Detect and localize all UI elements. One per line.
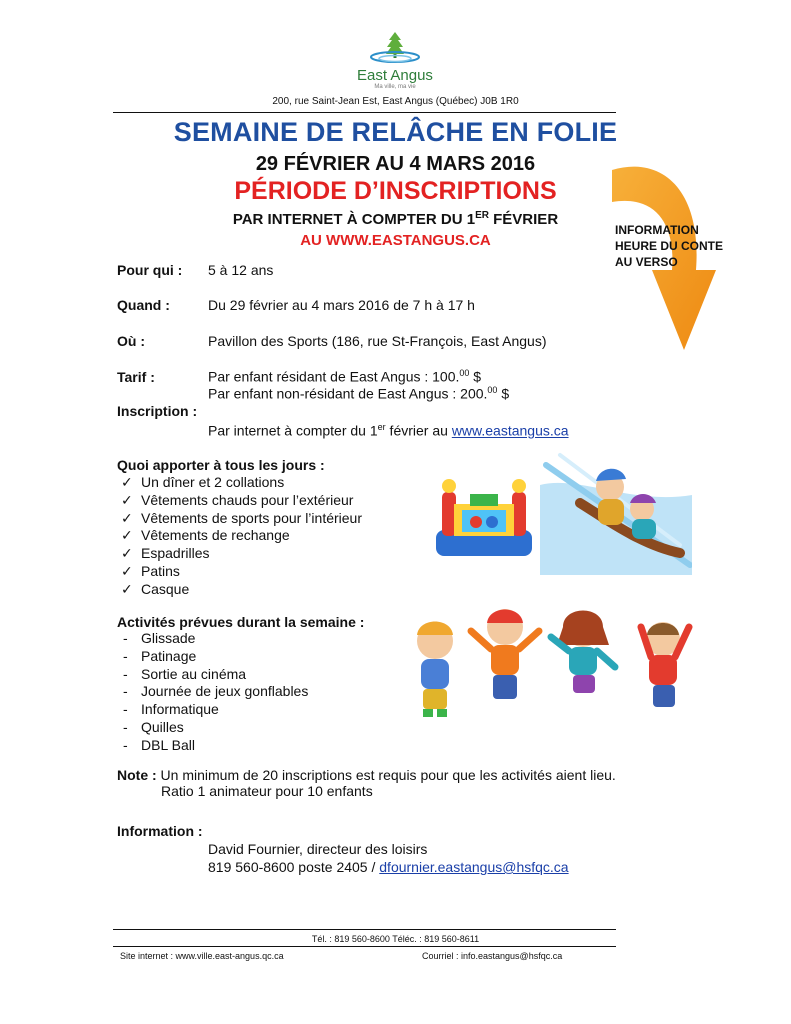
registration-website: AU WWW.EASTANGUS.CA [300,232,491,249]
activities-title: Activités prévues durant la semaine : [117,614,365,630]
dash-bullet-icon: - [123,665,128,682]
list-item: ✓ Espadrilles [121,545,210,562]
note-ratio: Ratio 1 animateur pour 10 enfants [161,783,373,799]
bring-list [117,474,362,599]
footer-divider-top [113,929,616,930]
logo-name: East Angus [357,67,433,84]
main-title: SEMAINE DE RELÂCHE EN FOLIE [173,117,618,147]
who-value: 5 à 12 ans [208,262,274,278]
dash-bullet-icon: - [123,683,128,700]
price-label: Tarif : [117,369,155,385]
price-non-resident: Par enfant non-résidant de East Angus : 200.00 $ [208,385,510,402]
dates-title: 29 FÉVRIER AU 4 MARS 2016 [255,153,536,175]
list-item: ✓ Vêtements de sports pour l’intérieur [121,509,362,526]
price-resident: Par enfant résidant de East Angus : 100.00 $ [208,368,482,385]
when-value: Du 29 février au 4 mars 2016 de 7 h à 17 h [208,297,475,313]
sledding-kids-image [540,445,692,575]
list-item: ✓ Patins [121,562,180,579]
list-item: - Patinage [123,647,197,664]
contact-phone-email: 819 560-8600 poste 2405 / dfournier.eastangus@hsfqc.ca [208,859,569,875]
footer-divider-bottom [113,946,616,947]
checkmark-icon: ✓ [121,509,133,526]
list-item: ✓ Casque [121,580,190,597]
registration-title: PÉRIODE D’INSCRIPTIONS [234,177,557,205]
dash-bullet-icon: - [123,701,128,718]
where-label: Où : [117,333,145,349]
checkmark-icon: ✓ [121,527,133,544]
bring-title: Quoi apporter à tous les jours : [117,457,325,473]
note-block [117,767,616,799]
curved-arrow-icon [592,150,722,420]
list-item: - Informatique [123,701,219,718]
header-address: 200, rue Saint-Jean Est, East Angus (Québec) J0B 1R0 [272,96,519,107]
checkmark-icon: ✓ [121,562,133,579]
when-label: Quand : [117,297,170,313]
dash-bullet-icon: - [123,647,128,664]
list-item: ✓ Vêtements chauds pour l’extérieur [121,491,354,508]
registration-label: Inscription : [117,403,198,419]
activities-list [117,630,308,755]
side-information-note: INFORMATION HEURE DU CONTE AU VERSO [615,223,724,269]
checkmark-icon: ✓ [121,474,133,490]
website-link[interactable]: www.eastangus.ca [451,422,569,439]
footer-website: Site internet : www.ville.east-angus.qc.ca [120,951,284,961]
information-label: Information : [117,823,203,839]
note-text: Un minimum de 20 inscriptions est requis pour que les activités aient lieu. [156,767,616,783]
dash-bullet-icon: - [123,630,128,646]
list-item: ✓ Vêtements de rechange [121,527,290,544]
list-item: - Journée de jeux gonflables [123,683,309,700]
logo [340,30,450,90]
registration-value: Par internet à compter du 1er février au www.eastangus.ca [208,422,569,439]
checkmark-icon: ✓ [121,545,133,562]
list-item: ✓ Un dîner et 2 collations [121,474,285,490]
footer-email: Courriel : info.eastangus@hsfqc.ca [422,951,563,961]
contact-email-link[interactable]: dfournier.eastangus@hsfqc.ca [379,859,569,875]
jumping-kids-image [405,597,701,737]
where-value: Pavillon des Sports (186, rue St-François, East Angus) [208,333,547,349]
contact-name: David Fournier, directeur des loisirs [208,841,428,857]
list-item: - Quilles [123,718,184,735]
list-item: - DBL Ball [123,736,195,753]
list-item: - Sortie au cinéma [123,665,247,682]
list-item: - Glissade [123,630,196,646]
checkmark-icon: ✓ [121,580,133,597]
registration-subtitle: PAR INTERNET À COMPTER DU 1ER FÉVRIER [232,210,559,228]
logo-tagline: Ma ville, ma vie [374,84,416,90]
footer-phones: Tél. : 819 560-8600 Téléc. : 819 560-8611 [311,934,480,944]
note-label: Note : [117,767,157,783]
checkmark-icon: ✓ [121,491,133,508]
header-divider [113,112,616,113]
bouncy-castle-image [430,470,538,562]
dash-bullet-icon: - [123,718,128,735]
who-label: Pour qui : [117,262,183,278]
tree-logo-icon [365,30,425,64]
dash-bullet-icon: - [123,736,128,753]
